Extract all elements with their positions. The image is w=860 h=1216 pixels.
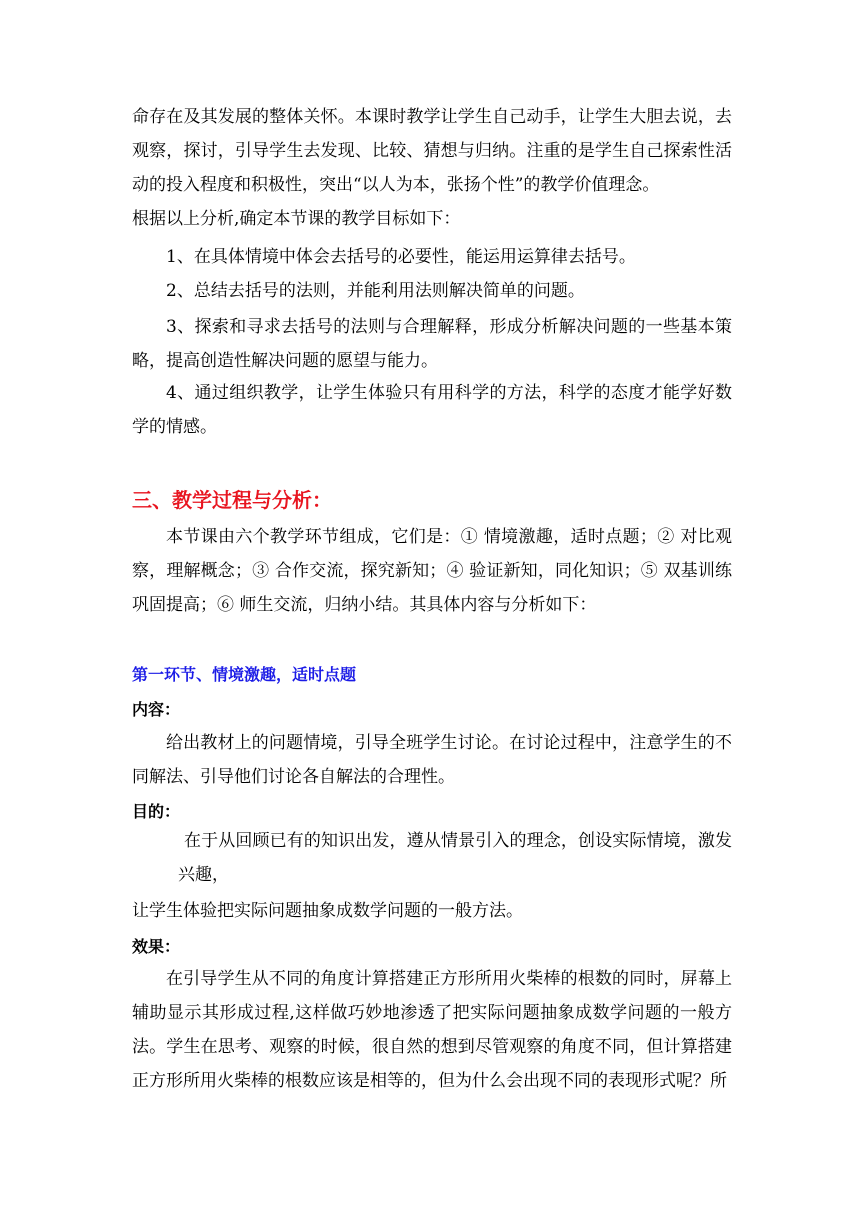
- effect-text: 在引导学生从不同的角度计算搭建正方形所用火柴棒的根数的同时，屏幕上辅助显示其形成过程,这样做巧妙地渗透了把实际问题抽象成数学问题的一般方法。学生在思考、观察的时候，很自然的想到尽管观察的角度不同，但计算搭建正方形所用火柴棒的根数应该是相等的，但为什么会出现不同的表现形式呢？所: [132, 969, 732, 1091]
- intro-paragraph: 命存在及其发展的整体关怀。本课时教学让学生自己动手，让学生大胆去说，去观察，探讨，引导学生去发现、比较、猜想与归纳。注重的是学生自己探索性活动的投入程度和积极性，突出“以人为本，张扬个性”的教学价值理念。: [132, 107, 732, 195]
- purpose-label: 目的：: [132, 802, 181, 821]
- goal-item-2: 2、总结去括号的法则，并能利用法则解决简单的问题。: [166, 281, 585, 301]
- section-overview: 本节课由六个教学环节组成，它们是：① 情境激趣，适时点题；② 对比观察，理解概念；③ 合作交流，探究新知；④ 验证新知，同化知识；⑤ 双基训练 巩固提高；⑥ 师生交流，归纳小结。其具体内容与分析如下：: [132, 527, 732, 615]
- content-text: 给出教材上的问题情境，引导全班学生讨论。在讨论过程中，注意学生的不同解法、引导他们讨论各自解法的合理性。: [132, 733, 732, 787]
- goals-intro: 根据以上分析,确定本节课的教学目标如下：: [132, 209, 461, 229]
- step1-heading: 第一环节、情境激趣，适时点题: [132, 665, 357, 684]
- section-heading: 三、教学过程与分析：: [132, 488, 332, 512]
- effect-label: 效果：: [132, 937, 181, 956]
- purpose-text-2: 让学生体验把实际问题抽象成数学问题的一般方法。: [132, 901, 523, 921]
- goal-item-3: 3、探索和寻求去括号的法则与合理解释，形成分析解决问题的一些基本策略，提高创造性解决问题的愿望与能力。: [132, 317, 732, 371]
- purpose-text-1: 在于从回顾已有的知识出发，遵从情景引入的理念，创设实际情境，激发兴趣，: [178, 831, 732, 885]
- goal-item-1: 1、在具体情境中体会去括号的必要性，能运用运算律去括号。: [166, 247, 636, 267]
- goal-item-4: 4、通过组织教学，让学生体验只有用科学的方法，科学的态度才能学好数学的情感。: [132, 383, 732, 437]
- content-label: 内容：: [132, 700, 181, 719]
